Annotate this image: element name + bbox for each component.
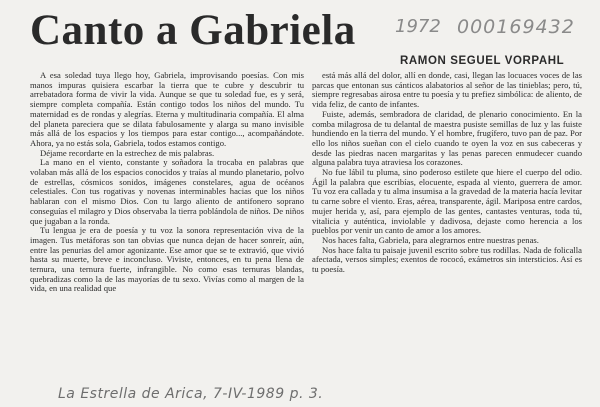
paragraph: La mano en el viento, constante y soñadora la trocaba en palabras que volaban más allá de los espacios conocidos y traías al mundo planetario, polvo de estrellas, cósmicos sonidos, imágenes constelares, agua de océanos celestiales. Con tus rogativas y novenas interminables hacias que los niños hablaran con el mismo Dios. Con tu largo aliento de antifonero sopranо conseguías el milagro y Dios observaba la tierra poblándola de niños. De niños que jugaban a la ronda. <box>30 157 304 226</box>
catalog-number: 000169432 <box>457 16 575 38</box>
paragraph: Tu lengua je era de poesía y tu voz la sonora representación viva de la imagen. Tus metáforas son tan obvias que nunca dejan de hacer sonreír, aún, entre las penurias del amor agonizante. Ese amor que se te extravió, que vivió hasta su muerte, breve e inconcluso. Viviste, entonces, en tu pena llena de ternura, una ternura fuerte, infrangible. No como esas ternuras blandas, quebradizas como la de las mayorías de tu sexo. Vivías como al margen de la vida, en una realidad que <box>30 225 304 294</box>
paragraph: Nos hace falta tu paisaje juvenil escrito sobre tus rodillas. Nada de folicalla afectada, versos simples; exentos de rococó, exámetros sin intersticios. Así es tu poesía. <box>312 244 582 275</box>
paragraph: Nos haces falta, Gabriela, para alegrarnos entre nuestras penas. <box>322 234 539 245</box>
paragraph: No fue lábil tu pluma, sino poderoso estilete que hiere el cuerpo del odio. Ágil la palabra que escribías, elocuente, espada al viento, guerrera de amor. Tu voz era callada y tu alma insumisa a la gravedad de la materia hacía levitar tu carne sobre el viento. Eras, aérea, transparente, ágil. Mariposa entre cardos, mujer herida y, así, para ejemplo de las gentes, cantastes venturas, toda tú, vitalicia y auténtica, inviolable y dadivosa, dejaste como herencia a los pueblos por venir un canto de amor a los amores. <box>312 167 582 236</box>
paragraph: A esa soledad tuya llego hoy, Gabriela, improvisando poesías. Con mis manos impuras quisiera escarbar la tierra que te cubre y descubrir tu arrebatadora forma de vivir la vida. Aunque se que tu soledad fue, es y será, siempre completa compañía. Están contigo todos los niños del mundo. Tu maternidad es de rondas y alegrías. Eterna y multitudinaria compañía. El alma del planeta pareciera que se dilata fabulosamente y alarga su mano invisible más allá de los espacios y los tiempos para estar contigo..., acompañándote. Ahora, ya no estás sola, Gabriela, todos estamos contigo. <box>30 70 304 148</box>
article-title: Canto a Gabriela <box>30 7 356 54</box>
handwritten-year: 1972 <box>395 16 441 37</box>
paragraph: Fuiste, además, sembradora de claridad, de plenario conocimiento. En la comba milagrosa de tu delantal de maestra pusiste semillas de luz y las fuiste hundiendo en la tierra del mundo. Y el hombre, frugífero, tuvo pan de paz. Por ello los niños sueñan con el cielo cuando te oyen la voz en sus cabeceras y desde las piedras nacen margaritas y las penas parecen enmudecer cuando alguna palabra tuya atraviesa los corazones. <box>312 108 582 168</box>
paragraph: está más allá del dolor, allí en donde, casi, llegan las locuaces voces de las parcas que entonan sus cánticos alabatorios al señor de las tinieblas; pero, tú, siempre regresabas airosa entre tu poesía y tu prefiez simbólica: de aliento, de vida feliz, de canto de infantes. <box>312 70 582 110</box>
left-column <box>30 71 304 294</box>
paragraph: Déjame recordarte en la estrechez de mis palabras. <box>40 147 215 158</box>
right-column <box>312 71 582 275</box>
handwritten-source-note: La Estrella de Arica, 7-IV-1989 p. 3. <box>58 386 324 402</box>
article-author: RAMON SEGUEL VORPAHL <box>400 55 565 67</box>
